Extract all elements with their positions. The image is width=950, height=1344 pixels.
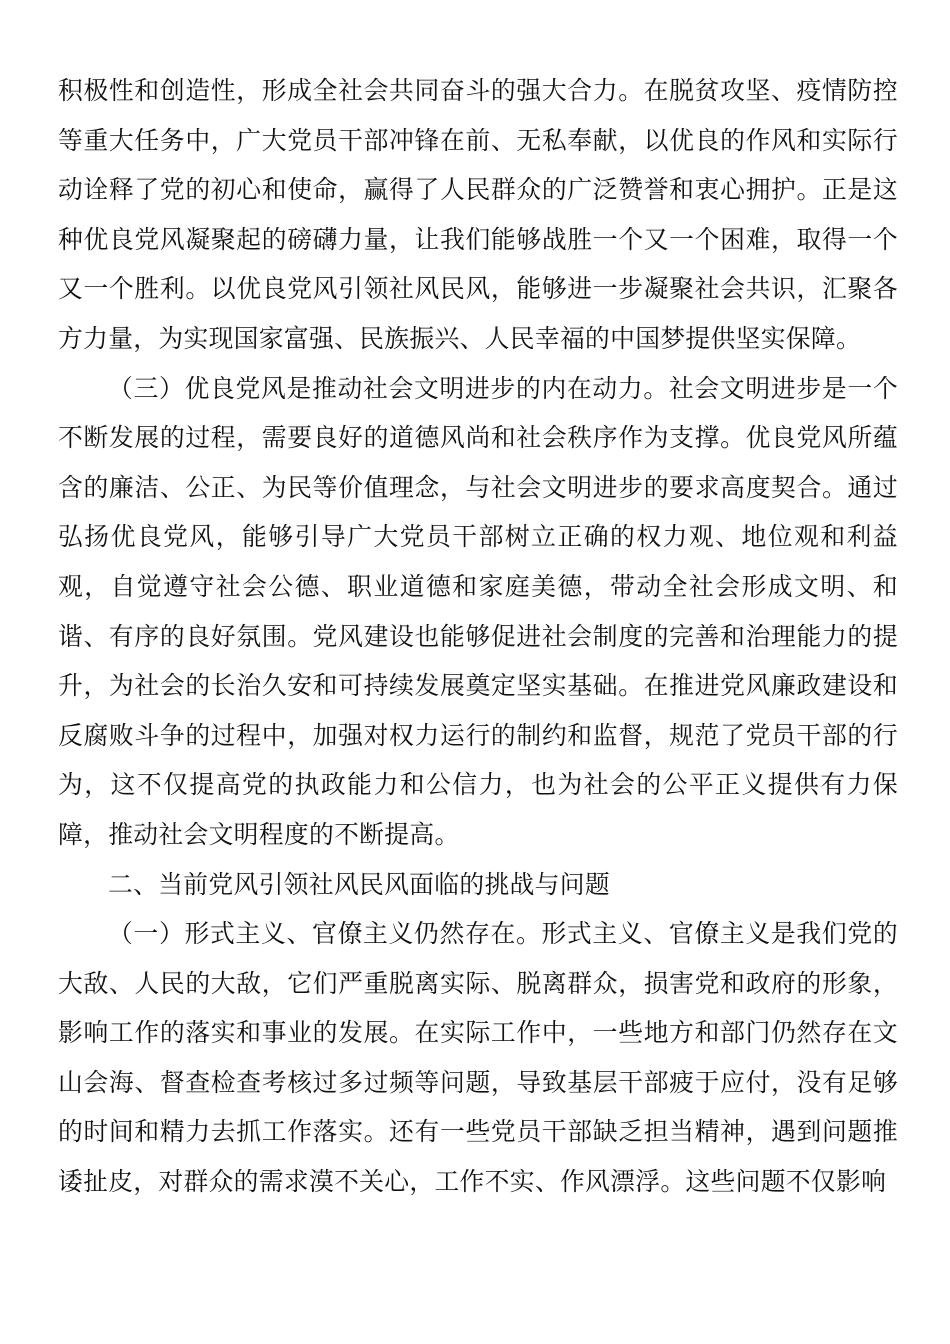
paragraph-subsection-1: （一）形式主义、官僚主义仍然存在。形式主义、官僚主义是我们党的大敌、人民的大敌，它们严重脱离实际、脱离群众，损害党和政府的形象，影响工作的落实和事业的发展。在实际工作中，一些地方和部门仍然存在文山会海、督查检查考核过多过频等问题，导致基层干部疲于应付，没有足够的时间和精力去抓工作落实。还有一些党员干部缺乏担当精神，遇到问题推诿扯皮，对群众的需求漠不关心，工作不实、作风漂浮。这些问题不仅影响	[58, 919, 898, 1197]
paragraph-section-3: （三）优良党风是推动社会文明进步的内在动力。社会文明进步是一个不断发展的过程，需要良好的道德风尚和社会秩序作为支撑。优良党风所蕴含的廉洁、公正、为民等价值理念，与社会文明进步的要求高度契合。通过弘扬优良党风，能够引导广大党员干部树立正确的权力观、地位观和利益观，自觉遵守社会公德、职业道德和家庭美德，带动全社会形成文明、和谐、有序的良好氛围。党风建设也能够促进社会制度的完善和治理能力的提升，为社会的长治久安和可持续发展奠定坚实基础。在推进党风廉政建设和反腐败斗争的过程中，加强对权力运行的制约和监督，规范了党员干部的行为，这不仅提高党的执政能力和公信力，也为社会的公平正义提供有力保障，推动社会文明程度的不断提高。	[58, 373, 898, 849]
section-heading-2: 二、当前党风引领社风民风面临的挑战与问题	[108, 869, 610, 899]
document-page	[58, 66, 898, 1207]
paragraph-continuation: 积极性和创造性，形成全社会共同奋斗的强大合力。在脱贫攻坚、疫情防控等重大任务中，广大党员干部冲锋在前、无私奉献，以优良的作风和实际行动诠释了党的初心和使命，赢得了人民群众的广泛赞誉和衷心拥护。正是这种优良党风凝聚起的磅礴力量，让我们能够战胜一个又一个困难，取得一个又一个胜利。以优良党风引领社风民风，能够进一步凝聚社会共识，汇聚各方力量，为实现国家富强、民族振兴、人民幸福的中国梦提供坚实保障。	[58, 76, 898, 353]
